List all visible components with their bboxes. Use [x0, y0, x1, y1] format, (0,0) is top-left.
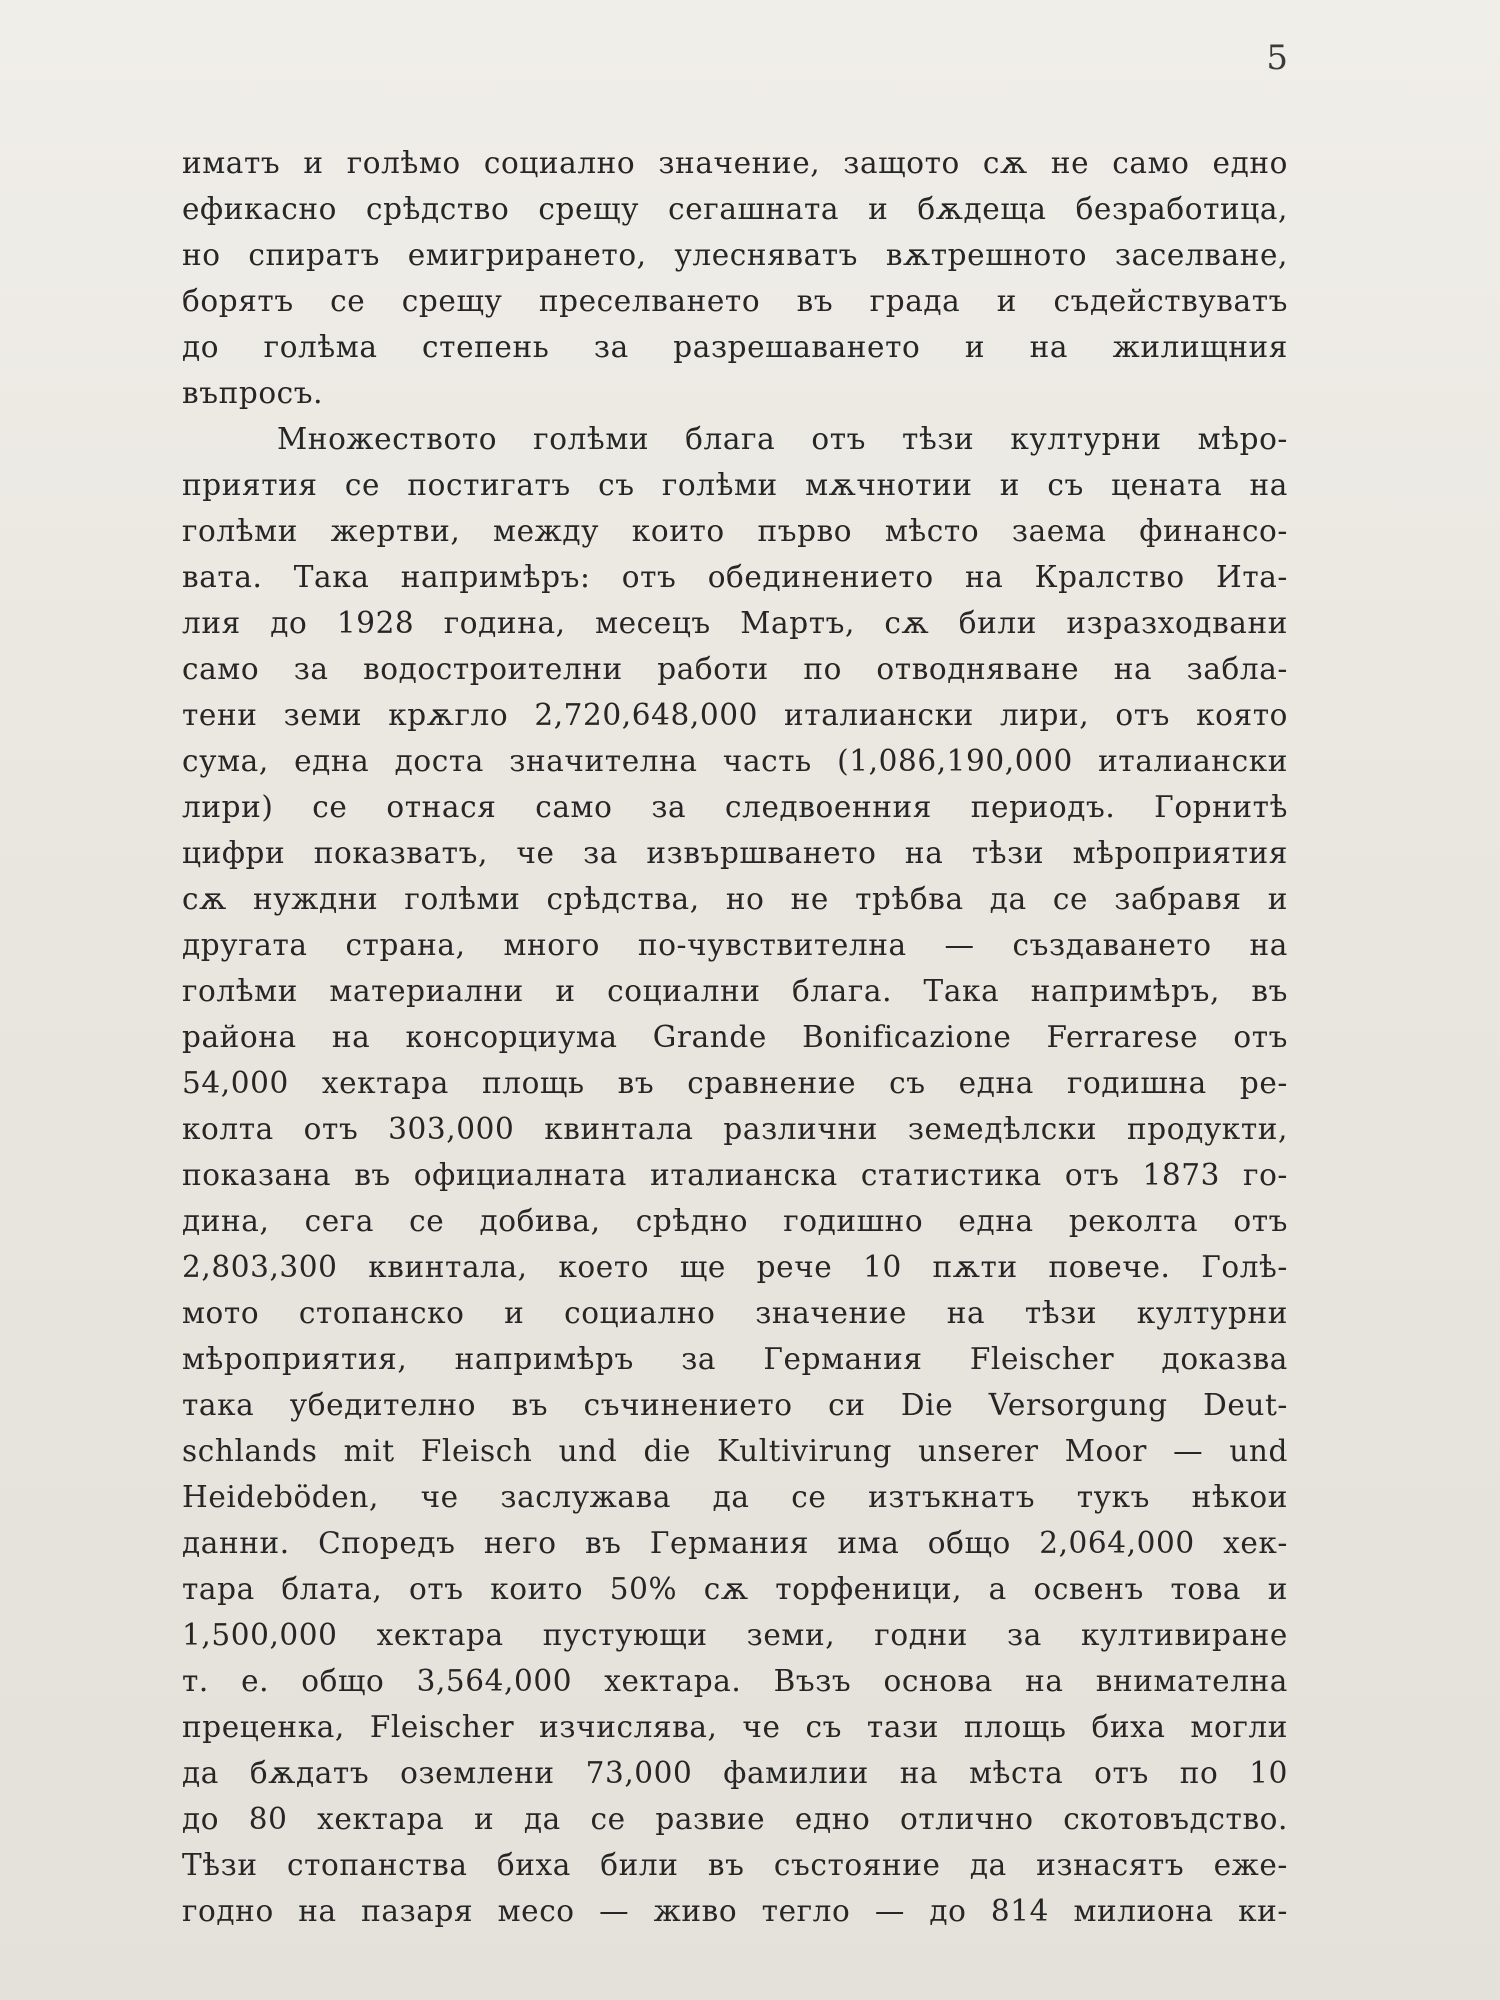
text-line: района на консорциума Grande Bonificazione Ferrarese отъ — [182, 1020, 1288, 1054]
text-line: голѣми жертви, между които първо мѣсто заема финансо- — [182, 514, 1288, 548]
text-line: дина, сега се добива, срѣдно годишно една реколта отъ — [182, 1204, 1288, 1238]
text-line: така убедително въ съчинението си Die Versorgung Deut- — [182, 1388, 1288, 1422]
text-line: сѫ нуждни голѣми срѣдства, но не трѣбва да се забравя и — [182, 882, 1288, 916]
text-line: т. е. общо 3,564,000 хектара. Възъ основа на внимателна — [182, 1664, 1288, 1698]
text-line: преценка, Fleischer изчислява, че съ тази площь биха могли — [182, 1710, 1288, 1744]
paragraph-2 — [182, 416, 1288, 1934]
text-line: само за водостроителни работи по отводняване на забла- — [182, 652, 1288, 686]
text-line: ефикасно срѣдство срещу сегашната и бѫдеща безработица, — [182, 192, 1288, 226]
page-number: 5 — [1266, 38, 1288, 78]
text-line: 2,803,300 квинтала, което ще рече 10 пѫти повече. Голѣ- — [182, 1250, 1288, 1284]
text-line: мѣроприятия, напримѣръ за Германия Fleischer доказва — [182, 1342, 1288, 1376]
text-line: лири) се отнася само за следвоенния периодъ. Горнитѣ — [182, 790, 1288, 824]
text-line: до голѣма степень за разрешаването и на жилищния — [182, 330, 1288, 364]
text-line: другата страна, много по-чувствителна — създаването на — [182, 928, 1288, 962]
text-line: Множеството голѣми блага отъ тѣзи културни мѣро- — [277, 422, 1288, 456]
text-line: schlands mit Fleisch und die Kultivirung unserer Moor — und — [182, 1434, 1288, 1468]
text-line: Тѣзи стопанства биха били въ състояние да изнасятъ еже- — [182, 1848, 1288, 1882]
text-line: приятия се постигатъ съ голѣми мѫчнотии и съ цената на — [182, 468, 1288, 502]
text-line: борятъ се срещу преселването въ града и съдействуватъ — [182, 284, 1288, 318]
text-line: показана въ официалната италианска статистика отъ 1873 го- — [182, 1158, 1288, 1192]
text-line: мото стопанско и социално значение на тѣзи културни — [182, 1296, 1288, 1330]
text-line: вата. Така напримѣръ: отъ обединението на Кралство Ита- — [182, 560, 1288, 594]
text-line: но спиратъ емигрирането, улесняватъ вѫтрешното заселване, — [182, 238, 1288, 272]
text-line: въпросъ. — [182, 376, 324, 410]
text-line: до 80 хектара и да се развие едно отлично скотовъдство. — [182, 1802, 1288, 1836]
paragraph-1 — [182, 140, 1288, 416]
text-line: колта отъ 303,000 квинтала различни земедѣлски продукти, — [182, 1112, 1288, 1146]
text-line: да бѫдатъ оземлени 73,000 фамилии на мѣста отъ по 10 — [182, 1756, 1288, 1790]
text-line: Heideböden, че заслужава да се изтъкнатъ тукъ нѣкои — [182, 1480, 1288, 1514]
text-line: тени земи крѫгло 2,720,648,000 италиански лири, отъ която — [182, 698, 1288, 732]
text-line: голѣми материални и социални блага. Така напримѣръ, въ — [182, 974, 1288, 1008]
text-line: лия до 1928 година, месецъ Мартъ, сѫ били изразходвани — [182, 606, 1288, 640]
text-line: цифри показватъ, че за извършването на тѣзи мѣроприятия — [182, 836, 1288, 870]
text-line: годно на пазаря месо — живо тегло — до 814 милиона ки- — [182, 1894, 1288, 1928]
text-line: данни. Споредъ него въ Германия има общо 2,064,000 хек- — [182, 1526, 1288, 1560]
text-line: иматъ и голѣмо социално значение, защото сѫ не само едно — [182, 146, 1288, 180]
text-line: 1,500,000 хектара пустующи земи, годни за култивиране — [182, 1618, 1288, 1652]
text-line: тара блата, отъ които 50% сѫ торфеници, а освенъ това и — [182, 1572, 1288, 1606]
text-line: 54,000 хектара площь въ сравнение съ една годишна ре- — [182, 1066, 1288, 1100]
text-line: сума, една доста значителна часть (1,086,190,000 италиански — [182, 744, 1288, 778]
body-text — [182, 140, 1288, 1934]
